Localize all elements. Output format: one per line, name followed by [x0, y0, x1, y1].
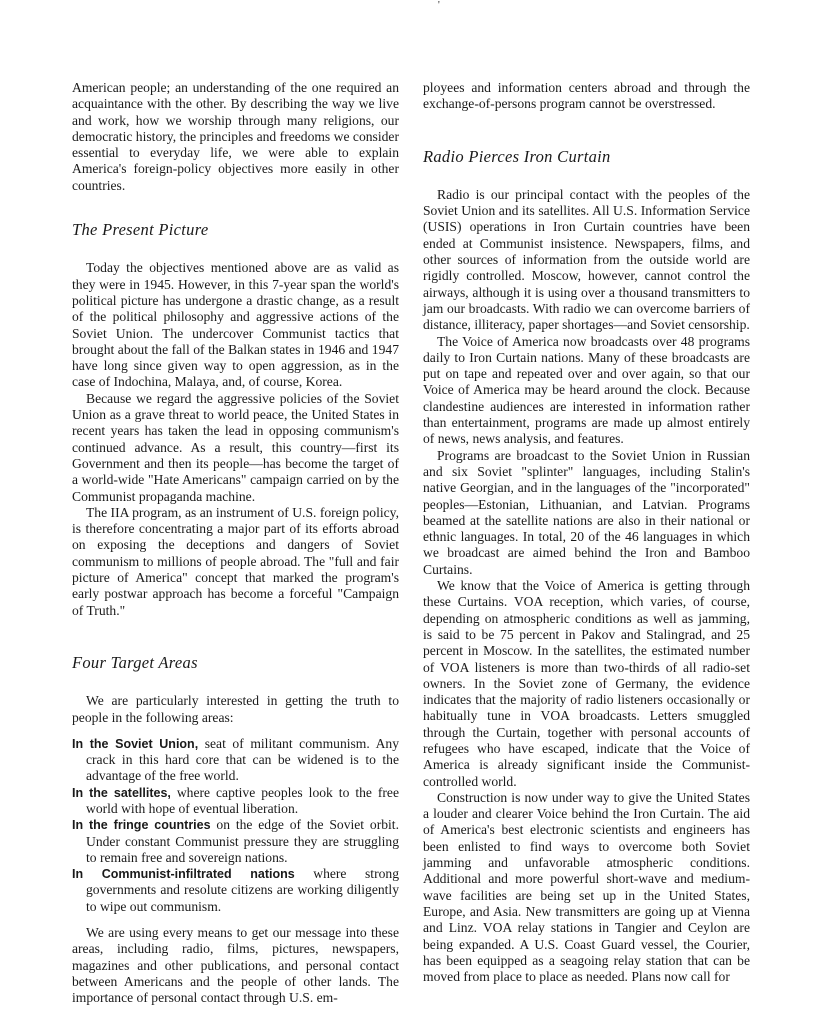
- paragraph: We are particularly interested in getting the truth to people in the following areas:: [72, 693, 399, 725]
- paragraph: Programs are broadcast to the Soviet Union in Russian and six Soviet "splinter" languages, including Stalin's native Georgian, and in the languages of the "incorporated" peoples—Estonian, Lithuanian, and Latvian. Programs beamed at the satellite nations are also in their national or ethnic languages. In total, 20 of the 46 languages in which we broadcast are aimed behind the Iron and Bamboo Curtains.: [423, 447, 750, 577]
- target-area-item: [72, 785, 399, 818]
- paragraph-continued: ployees and information centers abroad and through the exchange-of-persons program cannot be overstressed.: [423, 80, 750, 112]
- target-area-text: where captive peoples look to the free world with hope of eventual liberation.: [86, 784, 399, 816]
- left-column: [72, 80, 399, 1007]
- target-area-item: [72, 817, 399, 866]
- paragraph: The Voice of America now broadcasts over 48 programs daily to Iron Curtain nations. Many of these broadcasts are put on tape and repeated over and over again, so that our Voice of America may be heard around the clock. Because clandestine audiences are interested in information rather than entertainment, programs are made up almost entirely of news, news analysis, and features.: [423, 333, 750, 447]
- target-area-text: seat of militant communism. Any crack in this hard core that can be widened is to the advantage of the free world.: [86, 735, 400, 784]
- paragraph-intro: American people; an understanding of the one required an acquaintance with the other. By describing the way we live and work, how we worship through many religions, our democratic history, the principles and freedoms we consider essential to everyday life, we were able to explain America's foreign-policy objectives more easily in other countries.: [72, 80, 399, 193]
- paragraph: Radio is our principal contact with the peoples of the Soviet Union and its satellites. All U.S. Information Service (USIS) operations in Iron Curtain countries have been ended at Communist insistence. Newspapers, films, and other sources of information from the outside world are rigidly controlled. Moscow, however, cannot control the airways, although it is using over a thousand transmitters to jam our broadcasts. With radio we can overcome barriers of distance, illiteracy, paper shortages—and Soviet censorship.: [423, 186, 750, 333]
- paragraph: Because we regard the aggressive policies of the Soviet Union as a grave threat to world peace, the United States in recent years has taken the lead in opposing communism's continued advance. As a result, this country—first its Government and then its people—has become the target of a world-wide "Hate Americans" campaign carried on by the Communist propaganda machine.: [72, 390, 399, 504]
- paragraph: Today the objectives mentioned above are as valid as they were in 1945. However, in this 7-year span the world's political picture has undergone a drastic change, as a result of the political philosophy and aggressive actions of the Soviet Union. The undercover Communist tactics that brought about the fall of the Balkan states in 1946 and 1947 have long since given way to open aggression, as in the case of Indochina, Malaya, and, of course, Korea.: [72, 260, 399, 390]
- target-area-text: on the edge of the Soviet orbit. Under constant Communist pressure they are struggling to remain free and sovereign nations.: [86, 817, 399, 865]
- target-area-lead: In the Soviet Union,: [72, 736, 199, 751]
- paragraph: Construction is now under way to give the United States a louder and clearer Voice behind the Iron Curtain. The aid of America's best electronic scientists and engineers has been enlisted to find ways to overcome both Soviet jamming and unfavorable atmospheric conditions. Additional and more powerful short-wave and medium-wave facilities are being set up in the United States, Europe, and Asia. New transmitters are going up at Vienna and Linz. VOA relay stations in Tangier and Ceylon are being expanded. A U.S. Coast Guard vessel, the Courier, has been equipped as a seagoing relay station that can be moved from place to place as needed. Plans now call for: [423, 789, 750, 985]
- paragraph: The IIA program, as an instrument of U.S. foreign policy, is therefore concentrating a major part of its efforts abroad on exposing the deceptions and dangers of Soviet communism to millions of people abroad. The "full and fair picture of America" concept that marked the program's early postwar approach has become a forceful "Campaign of Truth.": [72, 504, 399, 618]
- section-heading-four-target-areas: Four Target Areas: [72, 652, 198, 672]
- paragraph: We know that the Voice of America is getting through these Curtains. VOA reception, which varies, of course, depending on atmospheric conditions as well as jamming, is said to be 75 percent in Pakov and Stalingrad, and 25 percent in Moscow. In the satellites, the estimated number of VOA listeners is more than two-thirds of all radio-set owners. In the Soviet zone of Germany, the evidence indicates that the majority of radio listeners occasionally or habitually tune in VOA broadcasts. Letters smuggled through the Curtain, together with personal accounts of refugees who have escaped, indicate that the Voice of America is already significant inside the Communist-controlled world.: [423, 578, 750, 789]
- target-area-lead: In the satellites,: [72, 785, 171, 800]
- target-area-text: where strong governments and resolute citizens are working diligently to wipe out communism.: [86, 866, 399, 914]
- right-column: [423, 80, 750, 985]
- paragraph: We are using every means to get our message into these areas, including radio, films, pictures, newspapers, magazines and other publications, and personal contact between Americans and the people of other lands. The importance of personal contact through U.S. em-: [72, 925, 399, 1006]
- target-area-item: [72, 736, 399, 785]
- section-heading-present-picture: The Present Picture: [72, 220, 209, 240]
- target-area-lead: In the fringe countries: [72, 818, 211, 833]
- target-area-lead: In Communist-infiltrated nations: [72, 867, 295, 882]
- page-mark: ': [438, 0, 440, 11]
- target-area-item: [72, 866, 399, 915]
- section-heading-radio-pierces-iron-curtain: Radio Pierces Iron Curtain: [423, 146, 611, 166]
